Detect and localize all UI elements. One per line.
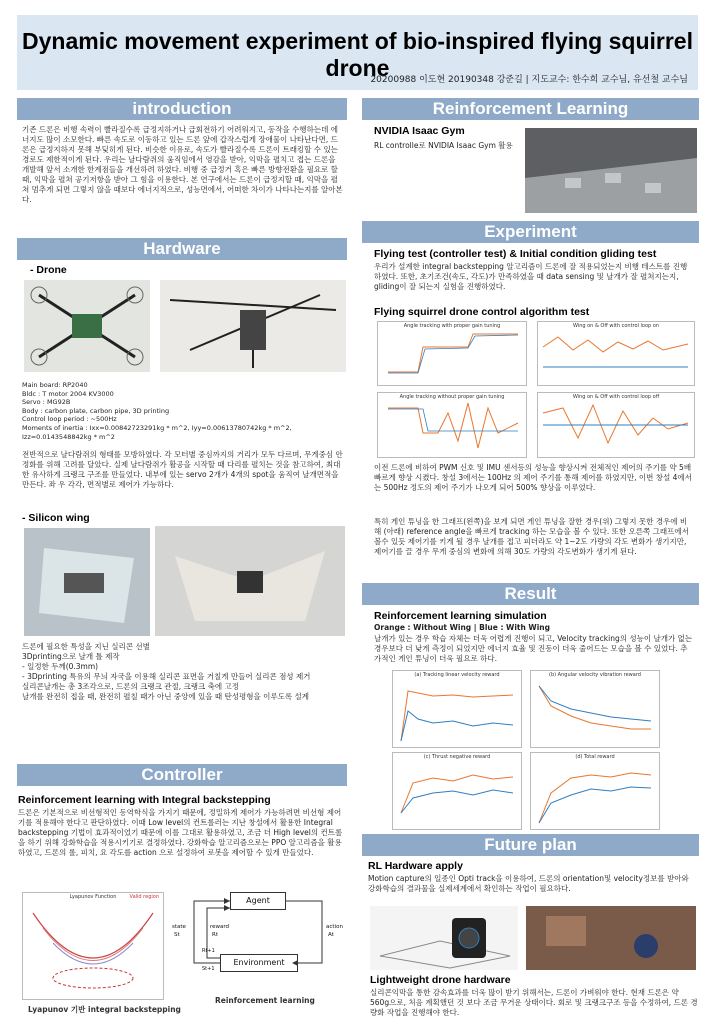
- poster-authors: 20200988 이도현 20190348 강준길 | 지도교수: 한수희 교수님, 유선철 교수님: [370, 75, 688, 85]
- future-body-2: 실리콘익막을 통한 감속효과를 더욱 많이 받기 위해서는, 드론이 가벼워야 한다. 현재 드론은 약 560g으로, 처음 계획했던 것 보다 조금 무거운 상태이다. 회로 및 크랭크구조 등을 수정하여, 드론 경량화 작업을 진행해야 한다.: [370, 988, 698, 1017]
- wing-note: 3Dprinting으로 날개 틀 제작: [22, 652, 120, 661]
- exp-plot-4: [537, 392, 695, 458]
- drone-photo-side: [160, 280, 346, 372]
- result-plot-c-title: (c) Thrust negative reward: [423, 754, 491, 760]
- controller-subheading: Reinforcement learning with Integral backstepping: [18, 794, 271, 806]
- state-symbol: St: [174, 932, 180, 938]
- wing-note: 실리콘날개는 총 3조각으로, 드론의 크랭크 관절, 크랭크 축에 고정: [22, 682, 239, 691]
- result-legend: Orange : Without Wing | Blue : With Wing: [374, 623, 550, 632]
- winged-drone-photo: [155, 526, 345, 636]
- exp-plot-2-title: Wing on & Off with control loop on: [572, 323, 660, 329]
- reward-label: reward: [210, 924, 230, 930]
- wing-note: - 3Dprinting 특유의 무늬 자국을 이용해 실리콘 표면을 거칠게 만들어 실리콘 점성 제거: [22, 672, 311, 681]
- result-body: 날개가 있는 경우 학습 자체는 더욱 어렵게 진행이 되고, Velocity tracking의 성능이 날개가 없는 경우보다 더 낮게 측정이 되었지만 에너지 효율 및 진동이 더욱 줄어드는 모습을 볼 수 있었다. 추가적인 게인 튜닝이 더욱 필요로 하다.: [374, 634, 693, 663]
- future-sub-1: RL Hardware apply: [368, 860, 463, 872]
- result-plot-b-lines: [531, 671, 659, 746]
- exp-plot-1-title: Angle tracking with proper gain tuning: [403, 323, 501, 329]
- lyapunov-plot-legend: Valid region: [129, 894, 159, 900]
- drone-specs: [22, 381, 347, 441]
- future-body-1: Motion capture의 일종인 Opti track을 이용하여, 드론의 orientation및 velocity정보를 받아와 강화학습의 결과물을 실제세계에서 확인하는 작업이 필요하다.: [368, 874, 689, 893]
- rl-heading: Reinforcement Learning: [362, 98, 699, 120]
- silicon-wing-photo: [24, 528, 150, 636]
- next-reward-symbol: Rt+1: [202, 948, 215, 954]
- opti-track-photo: [526, 906, 696, 970]
- exp-plot-3-title: Angle tracking without proper gain tuning: [399, 394, 505, 400]
- spec-line: Main board: RP2040: [22, 381, 88, 389]
- result-plot-b-title: (b) Angular velocity vibration reward: [549, 672, 641, 678]
- experiment-sub-1: Flying test (controller test) & Initial condition gliding test: [374, 248, 657, 260]
- introduction-heading: introduction: [17, 98, 347, 120]
- introduction-body: 기존 드론은 비행 속력이 빨라질수록 급정지하거나 급회전하기 어려워지고, 동작을 수행하는데 에너지도 많이 소모한다. 빠른 속도로 이동하고 있는 드론 앞에 갑작스럽게 장애물이 나타난다면, 드론은 급정지하지 못해 부딪히게 된다. 비슷한 이유로, 속도가 빨라질수록 드론이 트래킹할 수 있는 경로도 제한적이게 된다. 우리는 날다람쥐의 움직임에서 영감을 받아, 익막을 펼치고 접는 드론을 개발해 앞서 소개한 한계점들을 개선하려 하였다. 비행 중 급정거 혹은 빠른 방향전환을 필요로 할 때, 익막을 펼쳐 공기저항을 받아 그 힘을 이용한다. 본 연구에서는 드론이 급정지할 때, 익막을 펼쳐 멈추게 되면 그렇지 않을 때보다 에너지적으로, 성능면에서, 어떠한 차이가 나타나는지를 알아본다.: [22, 125, 343, 204]
- exp-plot-1-lines: [378, 322, 526, 384]
- experiment-body-1: 우리가 설계한 integral backstepping 알고리즘이 드론에 잘 적용되었는지 비행 테스트를 진행하였다. 또한, 초기조건(속도, 각도)가 만족하였을 때 data sensing 및 날개가 잘 펼쳐지는지, gliding이 잘 되는지 실험을 진행하였다.: [374, 262, 688, 291]
- lyapunov-caption: Lyapunov 기반 integral backstepping: [28, 1005, 181, 1014]
- lyapunov-plot: [22, 892, 164, 1000]
- spec-line: Moments of inertia : Ixx=0.00842723291kg * m^2, Iyy=0.00613780742kg * m^2,: [22, 423, 292, 432]
- future-heading: Future plan: [362, 834, 699, 856]
- action-symbol: At: [328, 932, 334, 938]
- wing-note: - 일정한 두께(0.3mm): [22, 662, 99, 671]
- next-state-symbol: St+1: [202, 966, 215, 972]
- action-label: action: [326, 924, 343, 930]
- poster-title: Dynamic movement experiment of bio-inspired flying squirrel drone: [22, 28, 693, 81]
- isaac-gym-screenshot: [525, 128, 697, 213]
- lyapunov-plot-title: Lyapunov Function: [69, 894, 117, 900]
- agent-box: Agent: [230, 892, 286, 910]
- environment-box: Environment: [220, 954, 298, 972]
- silicon-wing-label: - Silicon wing: [22, 512, 90, 524]
- silicon-wing-notes: [22, 642, 347, 702]
- exp-plot-1: [377, 321, 527, 386]
- spec-line: Control loop period : ~500Hz: [22, 415, 117, 424]
- result-plot-d: [530, 752, 660, 830]
- controller-heading: Controller: [17, 764, 347, 786]
- exp-plot-4-lines: [538, 393, 694, 456]
- lyapunov-surface-icon: [23, 893, 163, 999]
- experiment-body-3: 특히 게인 튜닝을 한 그래프(왼쪽)을 보게 되면 게인 튜닝을 잘한 경우(위) 그렇지 못한 경우에 비해 (아래) reference angle을 빠르게 tracking 하는 모습을 볼 수 있다. 또한 오른쪽 그래프에서 볼수 있듯 제어기를 키게 될 경우 날개를 접고 피더라도 약 1~2도 가량의 각도 변화가 생기지만, 제어기를 끌 경우 무게 중심의 변화에 의해 30도 가량의 각도변화가 생기게 된다.: [374, 517, 689, 556]
- experiment-heading: Experiment: [362, 221, 699, 243]
- rl-arrows: [172, 888, 347, 988]
- result-plot-b: [530, 670, 660, 748]
- result-plot-a-lines: [393, 671, 521, 746]
- isaac-gym-title: NVIDIA Isaac Gym: [374, 125, 465, 137]
- spec-line: Servo : MG92B: [22, 398, 71, 407]
- result-plot-c: [392, 752, 522, 830]
- drone-label: - Drone: [30, 264, 67, 276]
- experiment-sub-2: Flying squirrel drone control algorithm test: [374, 306, 590, 318]
- drone-description: 전반적으로 날다람쥐의 형태를 모방하였다. 각 모터별 중심까지의 거리가 모두 다르며, 무게중심 안정화를 위해 고려를 달았다. 실제 날다람쥐가 활공을 시작할 때 다리를 펼치는 것을 참고하여, 최대한 유사하게 크랭크 구조를 만들었다. 내부에 있는 servo 2개가 4개의 spot을 움직여 날개면적을 만든다. 좌 우 각각, 면적별로 제어가 가능하다.: [22, 450, 343, 489]
- state-label: state: [172, 924, 186, 930]
- spec-line: Bldc : T motor 2004 KV3000: [22, 389, 114, 398]
- result-plot-a: [392, 670, 522, 748]
- experiment-body-2: 이전 드론에 비하여 PWM 신호 및 IMU 센서등의 성능을 향상시켜 전체적인 제어의 주기를 약 5배 빠르게 향상 시켰다. 창설 3에서는 100Hz 의 제어 주기를 통해 제어를 하였지만, 이번 창설 4에서는 500Hz 정도의 제어 주기가 나오게 되어 500% 향상을 이루었다.: [374, 463, 692, 492]
- exp-plot-3-lines: [378, 393, 526, 456]
- exp-plot-2-lines: [538, 322, 694, 384]
- exp-plot-3: [377, 392, 527, 458]
- result-plot-a-title: (a) Tracking linear velocity reward: [414, 672, 500, 678]
- poster-header: [17, 15, 698, 90]
- rl-diagram: [172, 888, 347, 993]
- future-sub-2: Lightweight drone hardware: [370, 974, 511, 986]
- spec-line: Body : carbon plate, carbon pipe, 3D printing: [22, 406, 170, 415]
- controller-body: 드론은 기본적으로 비선형적인 동역학식을 가지기 때문에, 정밀하게 제어가 가능하려면 비선형 제어기를 적용해야 한다고 판단하였다. 이때 Low level의 컨트롤러는 지난 창설에서 활용한 Integral backstepping 기법이 효과적이었기 때문에 이를 그대로 활용하였고, 조금 더 High level의 컨트롤을 하기 위해 강화학습을 적용시키기로 결정하였다. 강화학습 알고리즘으로는 PPO 알고리즘을 활용하였고, 드론의 롤, 피치, 요 각도를 action 으로 설정하여 로봇을 제어할 수 있게 만들었다.: [18, 808, 343, 857]
- result-plot-d-title: (d) Total reward: [575, 754, 615, 760]
- result-plot-c-lines: [393, 753, 521, 828]
- result-plot-d-lines: [531, 753, 659, 828]
- wing-note: 드론에 필요한 특성을 지닌 실리콘 선별: [22, 642, 150, 651]
- reward-symbol: Rt: [212, 932, 218, 938]
- wing-note: 날개를 완전히 접을 때, 완전히 펼칠 때가 아닌 중앙에 있을 때 탄성평형을 이루도록 설계: [22, 692, 309, 701]
- result-sub: Reinforcement learning simulation: [374, 610, 547, 622]
- drone-photo-top: [24, 280, 150, 372]
- exp-plot-4-title: Wing on & Off with control loop off: [572, 394, 660, 400]
- rl-caption: Reinforcement learning: [215, 996, 315, 1005]
- hardware-heading: Hardware: [17, 238, 347, 260]
- opti-track-diagram: [370, 906, 518, 970]
- result-heading: Result: [362, 583, 699, 605]
- spec-line: Izz=0.0143548842kg * m^2: [22, 432, 115, 441]
- isaac-gym-body: RL controlle로 NVIDIA Isaac Gym 활용: [374, 141, 513, 150]
- exp-plot-2: [537, 321, 695, 386]
